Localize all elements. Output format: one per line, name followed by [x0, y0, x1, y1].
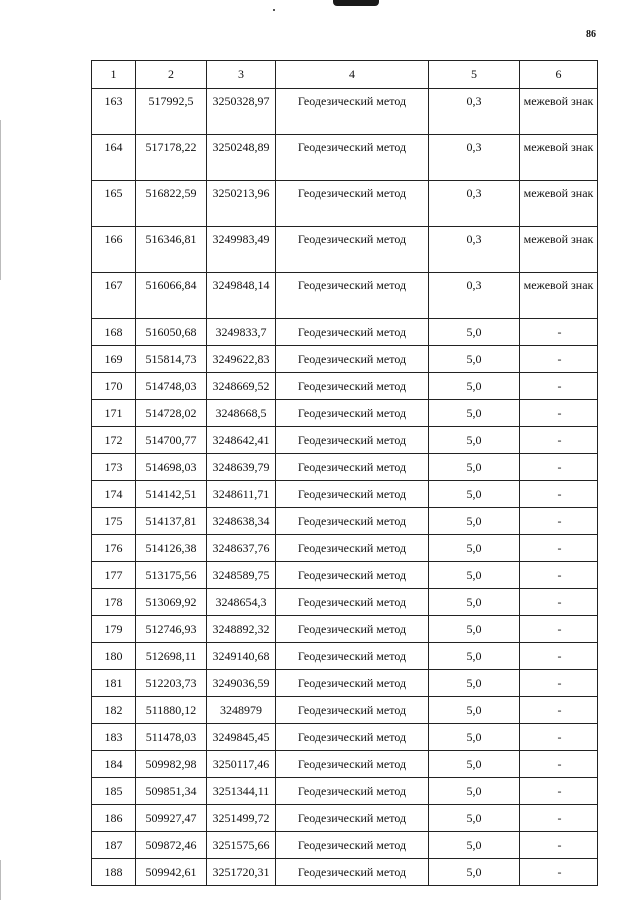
method-cell: Геодезический метод — [276, 454, 429, 481]
marker-cell: - — [520, 427, 598, 454]
y-coordinate-cell: 3251575,66 — [207, 832, 276, 859]
accuracy-cell: 5,0 — [429, 805, 520, 832]
point-number-cell: 173 — [92, 454, 136, 481]
point-number-cell: 172 — [92, 427, 136, 454]
method-cell: Геодезический метод — [276, 181, 429, 227]
table-row — [92, 562, 598, 589]
x-coordinate-cell: 513175,56 — [136, 562, 207, 589]
x-coordinate-cell: 509927,47 — [136, 805, 207, 832]
marker-cell: - — [520, 805, 598, 832]
table-row — [92, 400, 598, 427]
point-number-cell: 174 — [92, 481, 136, 508]
y-coordinate-cell: 3250248,89 — [207, 135, 276, 181]
method-cell: Геодезический метод — [276, 400, 429, 427]
marker-cell: - — [520, 751, 598, 778]
x-coordinate-cell: 509982,98 — [136, 751, 207, 778]
x-coordinate-cell: 509872,46 — [136, 832, 207, 859]
x-coordinate-cell: 511880,12 — [136, 697, 207, 724]
marker-cell: - — [520, 859, 598, 886]
table-row — [92, 227, 598, 273]
y-coordinate-cell: 3249848,14 — [207, 273, 276, 319]
table-row — [92, 346, 598, 373]
marker-cell: - — [520, 454, 598, 481]
x-coordinate-cell: 516822,59 — [136, 181, 207, 227]
x-coordinate-cell: 512203,73 — [136, 670, 207, 697]
method-cell: Геодезический метод — [276, 481, 429, 508]
x-coordinate-cell: 514137,81 — [136, 508, 207, 535]
y-coordinate-cell: 3251499,72 — [207, 805, 276, 832]
table-row — [92, 89, 598, 135]
table-row — [92, 778, 598, 805]
point-number-cell: 169 — [92, 346, 136, 373]
method-cell: Геодезический метод — [276, 697, 429, 724]
x-coordinate-cell: 517178,22 — [136, 135, 207, 181]
table-row — [92, 427, 598, 454]
marker-cell: - — [520, 616, 598, 643]
accuracy-cell: 5,0 — [429, 643, 520, 670]
table-row — [92, 273, 598, 319]
x-coordinate-cell: 516346,81 — [136, 227, 207, 273]
marker-cell: - — [520, 319, 598, 346]
column-header-5: 5 — [429, 61, 520, 89]
marker-cell: - — [520, 535, 598, 562]
accuracy-cell: 5,0 — [429, 751, 520, 778]
point-number-cell: 177 — [92, 562, 136, 589]
point-number-cell: 176 — [92, 535, 136, 562]
y-coordinate-cell: 3251344,11 — [207, 778, 276, 805]
point-number-cell: 164 — [92, 135, 136, 181]
scan-artifact-mark — [333, 0, 379, 6]
marker-cell: межевой знак — [520, 135, 598, 181]
method-cell: Геодезический метод — [276, 373, 429, 400]
accuracy-cell: 5,0 — [429, 454, 520, 481]
table-row — [92, 832, 598, 859]
table-row — [92, 454, 598, 481]
point-number-cell: 166 — [92, 227, 136, 273]
accuracy-cell: 5,0 — [429, 481, 520, 508]
y-coordinate-cell: 3248669,52 — [207, 373, 276, 400]
y-coordinate-cell: 3248642,41 — [207, 427, 276, 454]
marker-cell: межевой знак — [520, 181, 598, 227]
coordinates-table — [91, 60, 598, 886]
y-coordinate-cell: 3250328,97 — [207, 89, 276, 135]
x-coordinate-cell: 514748,03 — [136, 373, 207, 400]
table-body — [92, 89, 598, 886]
x-coordinate-cell: 514728,02 — [136, 400, 207, 427]
accuracy-cell: 5,0 — [429, 562, 520, 589]
point-number-cell: 182 — [92, 697, 136, 724]
accuracy-cell: 5,0 — [429, 778, 520, 805]
x-coordinate-cell: 512698,11 — [136, 643, 207, 670]
x-coordinate-cell: 514698,03 — [136, 454, 207, 481]
x-coordinate-cell: 509851,34 — [136, 778, 207, 805]
accuracy-cell: 0,3 — [429, 135, 520, 181]
point-number-cell: 186 — [92, 805, 136, 832]
accuracy-cell: 5,0 — [429, 859, 520, 886]
x-coordinate-cell: 514142,51 — [136, 481, 207, 508]
accuracy-cell: 5,0 — [429, 535, 520, 562]
method-cell: Геодезический метод — [276, 535, 429, 562]
scan-edge-line — [0, 860, 1, 900]
method-cell: Геодезический метод — [276, 778, 429, 805]
point-number-cell: 168 — [92, 319, 136, 346]
x-coordinate-cell: 515814,73 — [136, 346, 207, 373]
marker-cell: - — [520, 481, 598, 508]
method-cell: Геодезический метод — [276, 227, 429, 273]
marker-cell: межевой знак — [520, 227, 598, 273]
table-row — [92, 135, 598, 181]
table-row — [92, 859, 598, 886]
table-row — [92, 670, 598, 697]
marker-cell: межевой знак — [520, 89, 598, 135]
table-row — [92, 724, 598, 751]
x-coordinate-cell: 516050,68 — [136, 319, 207, 346]
x-coordinate-cell: 512746,93 — [136, 616, 207, 643]
point-number-cell: 183 — [92, 724, 136, 751]
y-coordinate-cell: 3248668,5 — [207, 400, 276, 427]
point-number-cell: 170 — [92, 373, 136, 400]
column-header-1: 1 — [92, 61, 136, 89]
marker-cell: - — [520, 832, 598, 859]
y-coordinate-cell: 3250117,46 — [207, 751, 276, 778]
y-coordinate-cell: 3248637,76 — [207, 535, 276, 562]
scan-edge-line — [0, 120, 1, 280]
method-cell: Геодезический метод — [276, 89, 429, 135]
point-number-cell: 179 — [92, 616, 136, 643]
method-cell: Геодезический метод — [276, 751, 429, 778]
point-number-cell: 180 — [92, 643, 136, 670]
method-cell: Геодезический метод — [276, 135, 429, 181]
x-coordinate-cell: 514700,77 — [136, 427, 207, 454]
table-row — [92, 616, 598, 643]
table-row — [92, 805, 598, 832]
method-cell: Геодезический метод — [276, 670, 429, 697]
accuracy-cell: 0,3 — [429, 181, 520, 227]
table-row — [92, 481, 598, 508]
accuracy-cell: 5,0 — [429, 616, 520, 643]
point-number-cell: 181 — [92, 670, 136, 697]
method-cell: Геодезический метод — [276, 508, 429, 535]
accuracy-cell: 5,0 — [429, 400, 520, 427]
marker-cell: - — [520, 373, 598, 400]
accuracy-cell: 0,3 — [429, 89, 520, 135]
point-number-cell: 171 — [92, 400, 136, 427]
x-coordinate-cell: 509942,61 — [136, 859, 207, 886]
y-coordinate-cell: 3251720,31 — [207, 859, 276, 886]
table-row — [92, 508, 598, 535]
accuracy-cell: 5,0 — [429, 589, 520, 616]
point-number-cell: 185 — [92, 778, 136, 805]
y-coordinate-cell: 3248611,71 — [207, 481, 276, 508]
method-cell: Геодезический метод — [276, 562, 429, 589]
point-number-cell: 184 — [92, 751, 136, 778]
y-coordinate-cell: 3248979 — [207, 697, 276, 724]
marker-cell: - — [520, 670, 598, 697]
y-coordinate-cell: 3248639,79 — [207, 454, 276, 481]
point-number-cell: 178 — [92, 589, 136, 616]
method-cell: Геодезический метод — [276, 319, 429, 346]
method-cell: Геодезический метод — [276, 832, 429, 859]
column-header-6: 6 — [520, 61, 598, 89]
marker-cell: - — [520, 643, 598, 670]
scan-artifact-dot — [273, 9, 275, 11]
y-coordinate-cell: 3249983,49 — [207, 227, 276, 273]
accuracy-cell: 5,0 — [429, 670, 520, 697]
method-cell: Геодезический метод — [276, 616, 429, 643]
marker-cell: - — [520, 589, 598, 616]
method-cell: Геодезический метод — [276, 589, 429, 616]
table-row — [92, 373, 598, 400]
accuracy-cell: 0,3 — [429, 273, 520, 319]
marker-cell: - — [520, 508, 598, 535]
accuracy-cell: 5,0 — [429, 832, 520, 859]
y-coordinate-cell: 3249140,68 — [207, 643, 276, 670]
column-header-3: 3 — [207, 61, 276, 89]
point-number-cell: 165 — [92, 181, 136, 227]
point-number-cell: 187 — [92, 832, 136, 859]
y-coordinate-cell: 3248654,3 — [207, 589, 276, 616]
method-cell: Геодезический метод — [276, 427, 429, 454]
accuracy-cell: 5,0 — [429, 508, 520, 535]
marker-cell: - — [520, 346, 598, 373]
table-row — [92, 535, 598, 562]
x-coordinate-cell: 517992,5 — [136, 89, 207, 135]
page-number: 86 — [586, 29, 596, 40]
method-cell: Геодезический метод — [276, 859, 429, 886]
marker-cell: - — [520, 562, 598, 589]
marker-cell: межевой знак — [520, 273, 598, 319]
marker-cell: - — [520, 778, 598, 805]
accuracy-cell: 5,0 — [429, 373, 520, 400]
accuracy-cell: 5,0 — [429, 346, 520, 373]
point-number-cell: 167 — [92, 273, 136, 319]
x-coordinate-cell: 511478,03 — [136, 724, 207, 751]
method-cell: Геодезический метод — [276, 643, 429, 670]
x-coordinate-cell: 514126,38 — [136, 535, 207, 562]
table-header-row — [92, 61, 598, 89]
accuracy-cell: 5,0 — [429, 427, 520, 454]
method-cell: Геодезический метод — [276, 805, 429, 832]
column-header-4: 4 — [276, 61, 429, 89]
y-coordinate-cell: 3250213,96 — [207, 181, 276, 227]
marker-cell: - — [520, 400, 598, 427]
method-cell: Геодезический метод — [276, 346, 429, 373]
point-number-cell: 188 — [92, 859, 136, 886]
accuracy-cell: 5,0 — [429, 319, 520, 346]
table-row — [92, 589, 598, 616]
y-coordinate-cell: 3249833,7 — [207, 319, 276, 346]
point-number-cell: 163 — [92, 89, 136, 135]
accuracy-cell: 0,3 — [429, 227, 520, 273]
marker-cell: - — [520, 697, 598, 724]
method-cell: Геодезический метод — [276, 273, 429, 319]
y-coordinate-cell: 3248892,32 — [207, 616, 276, 643]
table-row — [92, 751, 598, 778]
table-row — [92, 319, 598, 346]
table-row — [92, 697, 598, 724]
x-coordinate-cell: 513069,92 — [136, 589, 207, 616]
method-cell: Геодезический метод — [276, 724, 429, 751]
y-coordinate-cell: 3249036,59 — [207, 670, 276, 697]
y-coordinate-cell: 3249622,83 — [207, 346, 276, 373]
point-number-cell: 175 — [92, 508, 136, 535]
accuracy-cell: 5,0 — [429, 724, 520, 751]
accuracy-cell: 5,0 — [429, 697, 520, 724]
y-coordinate-cell: 3248589,75 — [207, 562, 276, 589]
y-coordinate-cell: 3249845,45 — [207, 724, 276, 751]
x-coordinate-cell: 516066,84 — [136, 273, 207, 319]
y-coordinate-cell: 3248638,34 — [207, 508, 276, 535]
marker-cell: - — [520, 724, 598, 751]
table-row — [92, 181, 598, 227]
table-row — [92, 643, 598, 670]
column-header-2: 2 — [136, 61, 207, 89]
